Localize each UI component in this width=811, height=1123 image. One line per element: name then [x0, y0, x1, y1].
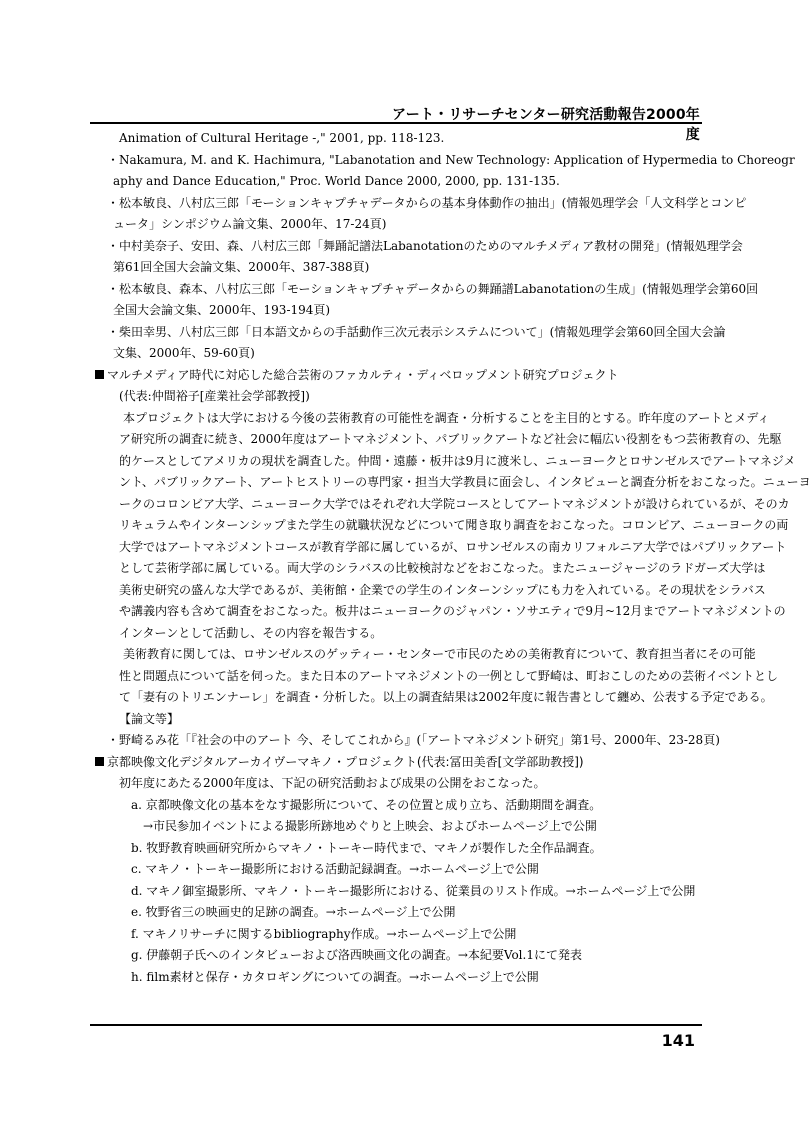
activity-result: →市民参加イベントによる撮影所跡地めぐりと上映会、およびホームページ上で公開: [143, 819, 597, 833]
paragraph-line: 美術史研究の盛んな大学であるが、美術館・企業での学生のインターンシップにも力を入れている。その現状をシラバス: [119, 582, 766, 597]
paragraph-line: ア研究所の調査に続き、2000年度はアートマネジメント、パブリックアートなど社会に幅広い役割をもつ芸術教育の、先駆: [119, 432, 782, 446]
reference-item: ・中村美奈子、安田、森、八村広三郎「舞踊記譜法Labanotationのためのマルチメディア教材の開発」(情報処理学会: [107, 238, 743, 253]
reference-item: ・柴田幸男、八村広三郎「日本語文からの手話動作三次元表示システムについて」(情報処理学会第60回全国大会論: [107, 324, 726, 339]
paragraph-line: 的ケースとしてアメリカの現状を調査した。仲間・遠藤・板井は9月に渡米し、ニューヨークとロサンゼルスでアートマネジメ: [119, 453, 796, 468]
section-heading-text: マルチメディア時代に対応した総合芸術のファカルティ・ディベロップメント研究プロジェクト: [107, 367, 619, 382]
reference-continuation: ュータ」シンポジウム論文集、2000年、17-24頁): [113, 217, 387, 231]
header-rule: [90, 122, 702, 124]
square-bullet-icon: [95, 370, 104, 379]
reference-continuation: aphy and Dance Education," Proc. World Dance 2000, 2000, pp. 131-135.: [113, 174, 560, 188]
reference-continuation: Animation of Cultural Heritage -," 2001, pp. 118-123.: [119, 131, 445, 145]
paragraph-line: 美術教育に関しては、ロサンゼルスのゲッティー・センターで市民のための美術教育について、教育担当者にその可能: [123, 647, 756, 661]
section-heading-makino-project: [95, 752, 705, 774]
section-representative: (代表:仲間裕子[産業社会学部教授]): [119, 389, 310, 403]
activity-item: c. マキノ・トーキー撮影所における活動記録調査。→ホームページ上で公開: [131, 862, 539, 876]
activity-item: d. マキノ御室撮影所、マキノ・トーキー撮影所における、従業員のリスト作成。→ホームページ上で公開: [131, 883, 696, 898]
reference-item: ・松本敏良、八村広三郎「モーションキャプチャデータからの基本身体動作の抽出」(情報処理学会「人文科学とコンピ: [107, 195, 747, 210]
paragraph-line: や講義内容も含めて調査をおこなった。板井はニューヨークのジャパン・ソサエティで9月~12月までアートマネジメントの: [119, 604, 786, 618]
publication-item: ・野崎るみ花「『社会の中のアート 今、そしてこれから』(「アートマネジメント研究」第1号、2000年、23-28頁): [107, 733, 720, 747]
reference-continuation: 第61回全国大会論文集、2000年、387-388頁): [113, 260, 370, 274]
paragraph-line: て「妻有のトリエンナーレ」を調査・分析した。以上の調査結果は2002年度に報告書として纏め、公表する予定である。: [119, 690, 773, 704]
section-heading-faculty-development: [95, 365, 705, 387]
reference-item: ・Nakamura, M. and K. Hachimura, "Labanotation and New Technology: Application of Hypermedia to Choreogr: [107, 152, 795, 167]
page-body: [95, 128, 811, 988]
paragraph-line: インターンとして活動し、その内容を報告する。: [119, 625, 383, 640]
activity-item: h. film素材と保存・カタロギングについての調査。→ホームページ上で公開: [131, 969, 539, 984]
square-bullet-icon: [95, 757, 104, 766]
paragraph-line: 初年度にあたる2000年度は、下記の研究活動および成果の公開をおこなった。: [119, 776, 546, 790]
page-number: 141: [661, 1031, 695, 1050]
paragraph-line: 大学ではアートマネジメントコースが教育学部に属しているが、ロサンゼルスの南カリフォルニア大学ではパブリックアート: [119, 539, 787, 554]
paragraph-line: ント、パブリックアート、アートヒストリーの専門家・担当大学教員に面会し、インタビューと調査分析をおこなった。ニューヨ: [119, 475, 811, 489]
activity-item: f. マキノリサーチに関するbibliography作成。→ホームページ上で公開: [131, 926, 517, 941]
activity-item: a. 京都映像文化の基本をなす撮影所について、その位置と成り立ち、活動期間を調査。: [131, 797, 602, 812]
paragraph-line: 性と問題点について話を伺った。また日本のアートマネジメントの一例として野崎は、町おこしのための芸術イベントとし: [119, 668, 779, 683]
running-header-title: アート・リサーチセンター研究活動報告2000年度: [391, 107, 700, 143]
paragraph-line: ークのコロンビア大学、ニューヨーク大学ではそれぞれ大学院コースとしてアートマネジメントが設けられているが、そのカ: [119, 496, 790, 511]
paragraph-line: 本プロジェクトは大学における今後の芸術教育の可能性を調査・分析することを主目的とする。昨年度のアートとメディ: [123, 410, 770, 425]
activity-item: g. 伊藤朝子氏へのインタビューおよび洛西映画文化の調査。→本紀要Vol.1にて発表: [131, 948, 582, 962]
activity-item: e. 牧野省三の映画史的足跡の調査。→ホームページ上で公開: [131, 905, 456, 919]
section-heading-text: 京都映像文化デジタルアーカイヴーマキノ・プロジェクト(代表:冨田美香[文学部助教授]): [107, 754, 584, 769]
footer-rule: [90, 1024, 702, 1026]
paragraph-line: として芸術学部に属している。両大学のシラバスの比較検討などをおこなった。またニュージャージのラドガーズ大学は: [119, 561, 766, 575]
paragraph-line: リキュラムやインターンシップまた学生の就職状況などについて聞き取り調査をおこなった。コロンビア、ニューヨークの両: [119, 518, 789, 532]
reference-item: ・松本敏良、森本、八村広三郎「モーションキャプチャデータからの舞踊譜Labanotationの生成」(情報処理学会第60回: [107, 281, 759, 296]
publications-heading: 【論文等】: [119, 711, 180, 726]
reference-continuation: 全国大会論文集、2000年、193-194頁): [113, 303, 331, 317]
activity-item: b. 牧野教育映画研究所からマキノ・トーキー時代まで、マキノが製作した全作品調査。: [131, 840, 602, 855]
reference-continuation: 文集、2000年、59-60頁): [113, 346, 255, 360]
